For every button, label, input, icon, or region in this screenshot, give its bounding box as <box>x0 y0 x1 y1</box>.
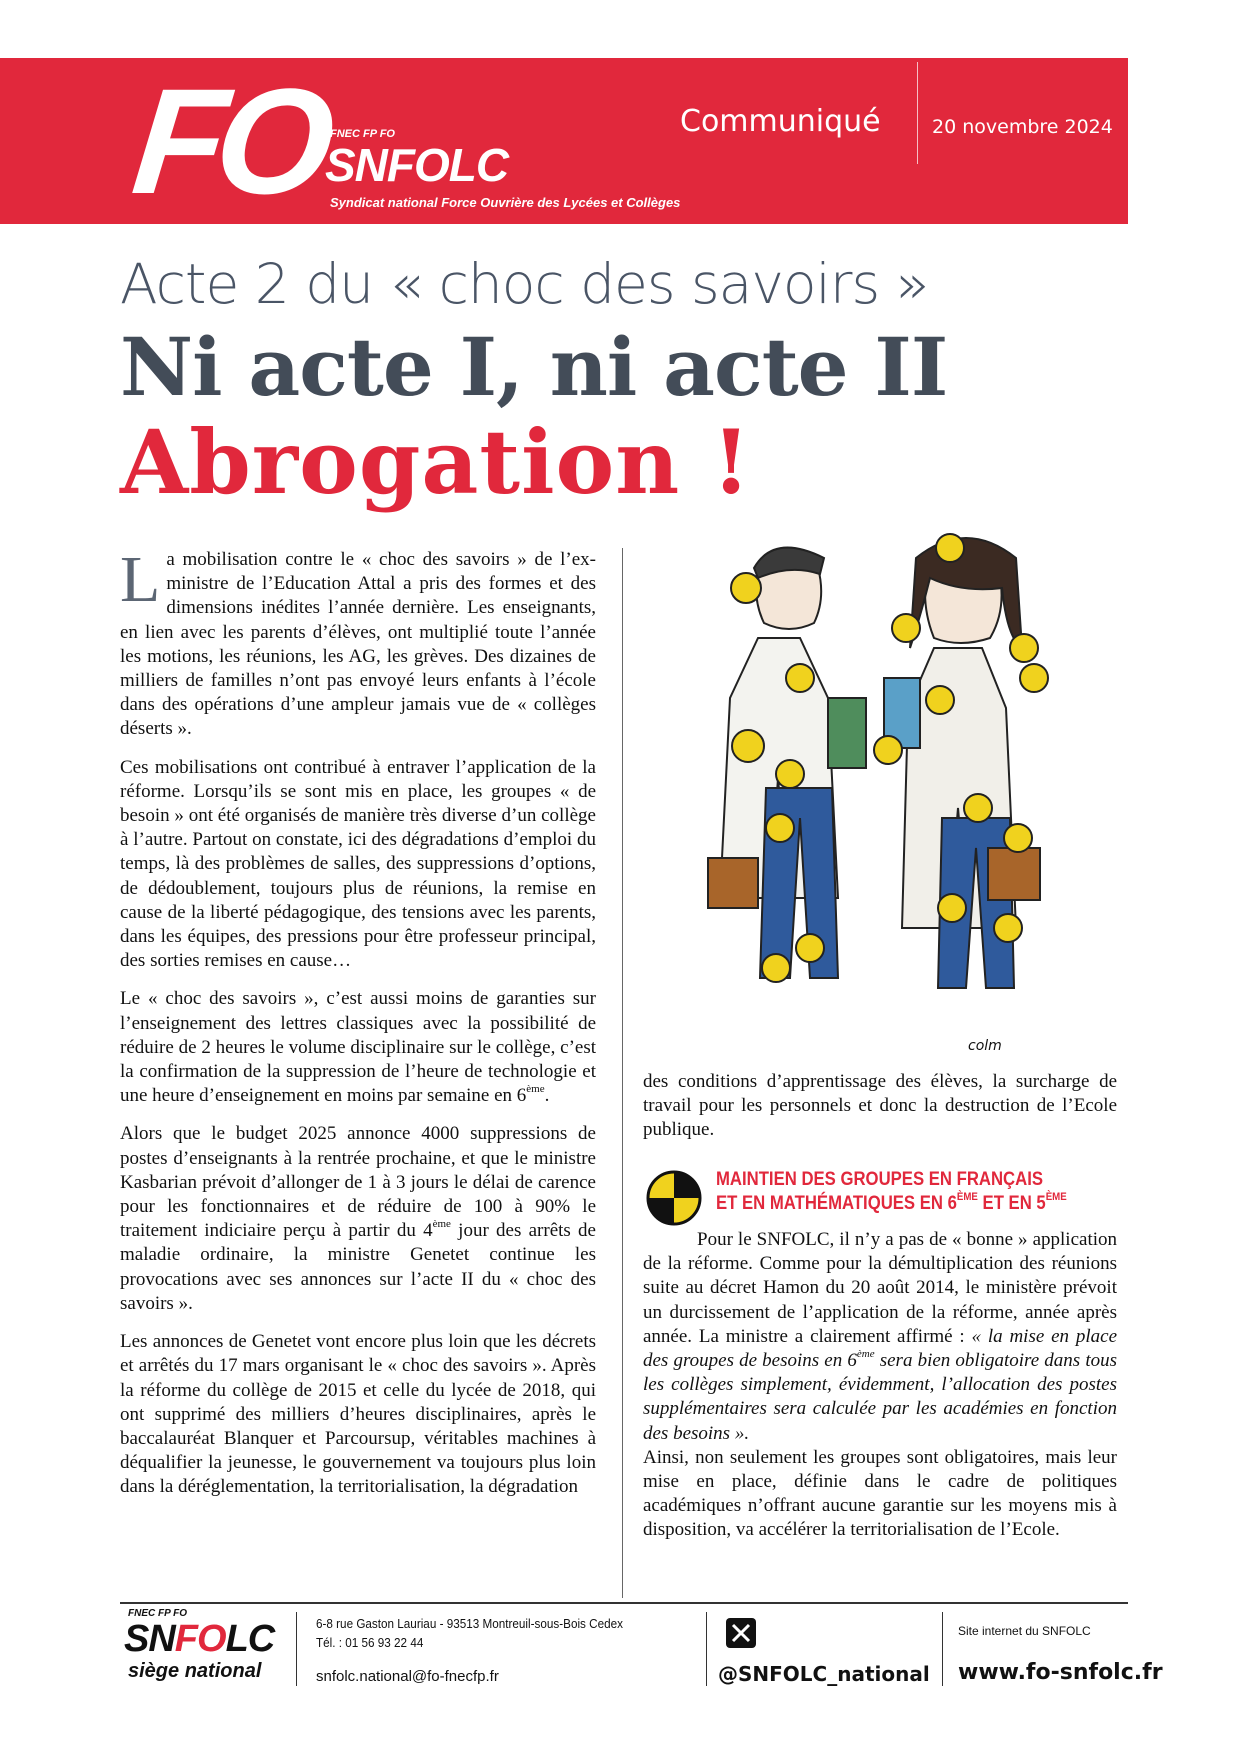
paragraph-intro-text: a mobilisation contre le « choc des savoirs » de l’ex-ministre de l’Education Attal a pris des formes et des dimensions inédites l’année dernière. Les enseignants, en lien avec les parents d’élèves, ont multiplié toute l’année les motions, les réunions, les AG, les grèves. Des dizaines de milliers de familles n’ont pas envoyé leurs enfants à l’école dans des opérations d’une ampleur jamais vue de « collèges déserts ». <box>120 549 596 740</box>
quote-text: « la mise en place des groupes de besoins en 6 <box>643 1325 1118 1372</box>
paragraph-genetet: Les annonces de Genetet vont encore plus loin que les décrets et arrêtés du 17 mars organisant le « choc des savoirs ». Après la réforme du collège de 2015 et celle du lycée de 2018, qui ont supprimé des milliers d’heures disciplinaires, après le baccalauréat Blanquer et Parcoursup, véritables machines à déqualifier la jeunesse, le gouvernement va toujours plus loin dans la déréglementation, la territorialisation, la dégradation <box>120 1331 596 1498</box>
footer-divider <box>296 1612 297 1686</box>
superscript: ème <box>856 1348 875 1361</box>
superscript: ÈME <box>1045 1191 1067 1203</box>
footer-divider <box>706 1612 707 1686</box>
right-column-continuation <box>643 1070 1117 1143</box>
union-full-name: Syndicat national Force Ouvrière des Lycées et Collèges <box>330 195 681 210</box>
paragraph-snfolc-text: Pour le SNFOLC, il n’y a pas de « bonne » application de la réforme. Comme pour la démultiplication des réunions suite au décret Hamon du 20 août 2014, le ministère prévoit un durcissement de l’application de la réforme, année après année. La ministre a clairement affirmé : <box>643 1229 1117 1347</box>
paragraph-continuation: des conditions d’apprentissage des élèves, la surcharge de travail pour les personnels et donc la destruction de l’Ecole publique. <box>643 1071 1117 1141</box>
illustrator-signature: colm <box>968 1038 1002 1054</box>
header-divider <box>917 62 918 164</box>
footer-seat: siège national <box>128 1660 262 1682</box>
column-divider <box>622 548 623 1598</box>
page-subtitle: Acte 2 du « choc des savoirs » <box>120 252 929 316</box>
footer-federation: FNEC FP FO <box>128 1608 188 1619</box>
footer-logo-fo: FO <box>174 1618 226 1660</box>
section-heading-text-2: ET EN 5 <box>977 1193 1046 1214</box>
footer-address-block <box>316 1614 623 1652</box>
footer-logo-lc: LC <box>225 1618 275 1660</box>
crash-test-icon <box>643 1168 705 1226</box>
x-logo-icon[interactable] <box>726 1618 756 1648</box>
footer-phone: Tél. : 01 56 93 22 44 <box>316 1635 424 1650</box>
document-type: Communiqué <box>680 104 881 139</box>
quote-text-2: sera bien obligatoire dans tous les collèges simplement, évidemment, l’allocation des postes supplémentaires sera calculée par les académies en fonction des besoins ». <box>643 1350 1117 1444</box>
fo-logo: FO <box>126 57 333 225</box>
paragraph-snfolc <box>643 1228 1117 1446</box>
paragraph-choc-end: . <box>544 1085 550 1107</box>
footer-rule <box>120 1602 1128 1604</box>
section-heading <box>716 1168 1068 1216</box>
section-heading-text: MAINTIEN DES GROUPES EN FRANÇAIS ET EN MATHÉMATIQUES EN 6 <box>716 1169 1044 1214</box>
right-column-section <box>643 1228 1117 1543</box>
paragraph-conclusion: Ainsi, non seulement les groupes sont obligatoires, mais leur mise en place, définie dans le cadre de politiques académiques n’offrant aucune garantie sur les moyens mis à disposition, va accélérer la territorialisation de l’Ecole. <box>643 1446 1117 1541</box>
superscript: ÈME <box>956 1191 978 1203</box>
superscript: ème <box>526 1083 545 1096</box>
document-date: 20 novembre 2024 <box>932 116 1113 138</box>
page-title: Ni acte I, ni acte II <box>120 320 948 414</box>
footer-email[interactable]: snfolc.national@fo-fnecfp.fr <box>316 1668 499 1685</box>
footer-site-label: Site internet du SNFOLC <box>958 1624 1091 1638</box>
superscript: ème <box>432 1218 451 1231</box>
paragraph-budget-end: jour des arrêts de maladie ordinaire, la ministre Genetet continue les provocations avec ses annonces sur l’acte II du « choc des savoirs ». <box>120 1220 596 1314</box>
footer-divider <box>942 1612 943 1686</box>
cartoon-illustration <box>688 528 1088 1068</box>
paragraph-choc <box>120 987 596 1108</box>
paragraph-intro <box>120 543 596 742</box>
page-title-highlight: Abrogation ! <box>120 410 752 514</box>
paragraph-budget-text: Alors que le budget 2025 annonce 4000 suppressions de postes d’enseignants à la rentrée prochaine, et que le ministre Kasbarian prévoit d’allonger de 1 à 3 jours le délai de carence pour les fonctionnaires et de réduire de 100 à 90% le traitement indiciaire perçu à partir du 4 <box>120 1123 596 1242</box>
footer-address: 6-8 rue Gaston Lauriau - 93513 Montreuil-sous-Bois Cedex <box>316 1616 623 1631</box>
footer-logo-sn: SN <box>124 1618 175 1660</box>
paragraph-budget <box>120 1122 596 1316</box>
paragraph-choc-text: Le « choc des savoirs », c’est aussi moins de garanties sur l’enseignement des lettres classiques avec la possibilité de réduire de 2 heures le volume disciplinaire sur le collège, c’est la confirmation de la suppression de l’heure de technologie et une heure d’enseignement en moins par semaine en 6 <box>120 988 596 1107</box>
footer-x-handle[interactable]: @SNFOLC_national <box>718 1662 930 1686</box>
federation-label: FNEC FP FO <box>330 128 395 140</box>
footer-site-link[interactable]: www.fo-snfolc.fr <box>958 1660 1163 1685</box>
left-column <box>120 543 596 1500</box>
footer-logo <box>124 1618 274 1660</box>
dropcap: L <box>120 543 161 616</box>
paragraph-mobilisations: Ces mobilisations ont contribué à entraver l’application de la réforme. Lorsqu’ils se sont mis en place, les groupes « de besoin » ont été organisés de manière très diverse d’un collège à l’autre. Partout on constate, ici des dégradations d’emploi du temps, là des problèmes de salles, des suppressions d’options, de dédoublement, toujours plus de réunions, la remise en cause de la liberté pédagogique, des tensions avec les parents, dans les équipes, des pressions pour être professeur principal, des sorties remises en cause… <box>120 756 596 972</box>
union-name: SNFOLC <box>325 139 509 191</box>
